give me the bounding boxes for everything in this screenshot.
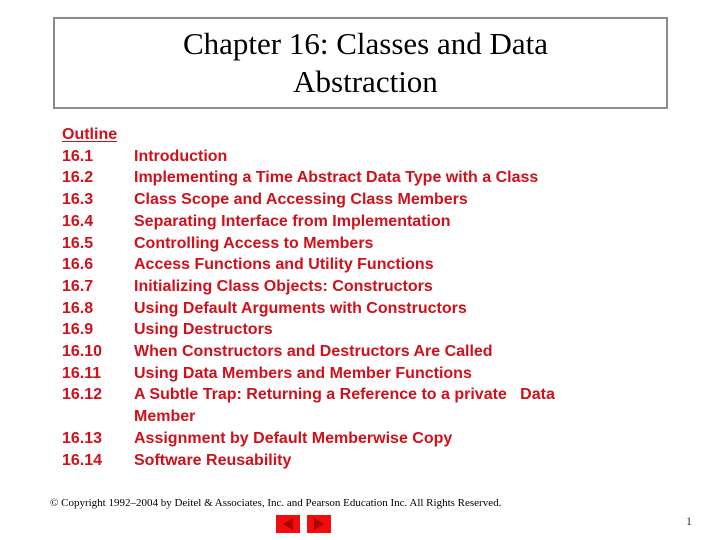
outline-item-number: 16.10 <box>62 343 103 361</box>
outline-item <box>62 384 555 406</box>
outline-item <box>62 341 555 363</box>
outline-item-label: Access Functions and Utility Functions <box>134 256 434 274</box>
outline-item <box>62 450 555 472</box>
outline-item <box>62 233 555 255</box>
outline-item-label: Using Data Members and Member Functions <box>134 364 472 382</box>
outline-item-number: 16.6 <box>62 256 94 274</box>
outline-item-number: 16.14 <box>62 451 103 469</box>
outline-item-number: 16.3 <box>62 191 94 209</box>
outline-item <box>62 319 555 341</box>
outline-item <box>62 363 555 385</box>
outline-item-number: 16.4 <box>62 212 94 230</box>
outline-item-number: 16.11 <box>62 364 102 382</box>
outline-item-number-spacer <box>62 406 134 428</box>
outline-item-label: Implementing a Time Abstract Data Type with a Class <box>134 169 539 187</box>
outline-list <box>62 124 555 471</box>
next-slide-button[interactable] <box>307 515 331 533</box>
slide-navigation <box>276 515 331 533</box>
copyright-notice: © Copyright 1992–2004 by Deitel & Associates, Inc. and Pearson Education Inc. All Rights Reserved. <box>50 497 502 509</box>
slide-title <box>183 25 548 101</box>
triangle-left-icon <box>281 517 295 531</box>
slide-title-line1: Chapter 16: Classes and Data <box>182 26 549 61</box>
outline-item-label: Introduction <box>134 147 228 165</box>
outline-item <box>62 211 555 233</box>
outline-item-number: 16.1 <box>62 147 94 165</box>
outline-item-number: 16.5 <box>62 234 94 252</box>
outline-item-number: 16.12 <box>62 386 103 404</box>
outline-item-label: Controlling Access to Members <box>134 234 374 252</box>
outline-item <box>62 254 555 276</box>
slide-title-box <box>53 17 668 109</box>
previous-slide-button[interactable] <box>276 515 300 533</box>
outline-item-continuation <box>62 406 555 428</box>
outline-item-label-continuation: Member <box>134 408 196 426</box>
outline-item <box>62 189 555 211</box>
outline-item-label: When Constructors and Destructors Are Called <box>134 343 493 361</box>
outline-item-number: 16.9 <box>62 321 94 339</box>
outline-item <box>62 146 555 168</box>
outline-item-label: Assignment by Default Memberwise Copy <box>134 429 453 447</box>
outline-item-label: Using Destructors <box>134 321 273 339</box>
outline-item-number: 16.13 <box>62 429 103 447</box>
outline-item <box>62 298 555 320</box>
slide-title-line2: Abstraction <box>293 64 438 99</box>
page-number: 1 <box>686 514 692 528</box>
outline-item-number: 16.8 <box>62 299 94 317</box>
outline-item-label: Separating Interface from Implementation <box>134 212 451 230</box>
triangle-right-icon <box>312 517 326 531</box>
outline-item <box>62 276 555 298</box>
outline-item-label: Class Scope and Accessing Class Members <box>134 191 468 209</box>
outline-item-label: A Subtle Trap: Returning a Reference to a private Data <box>134 386 555 404</box>
outline-item <box>62 428 555 450</box>
outline-item-label: Initializing Class Objects: Constructors <box>134 277 433 295</box>
outline-item-number: 16.2 <box>62 169 94 187</box>
outline-heading: Outline <box>62 126 118 143</box>
outline-item-label: Using Default Arguments with Constructors <box>134 299 467 317</box>
outline-item-number: 16.7 <box>62 277 94 295</box>
outline-item <box>62 167 555 189</box>
outline-item-label: Software Reusability <box>134 451 292 469</box>
